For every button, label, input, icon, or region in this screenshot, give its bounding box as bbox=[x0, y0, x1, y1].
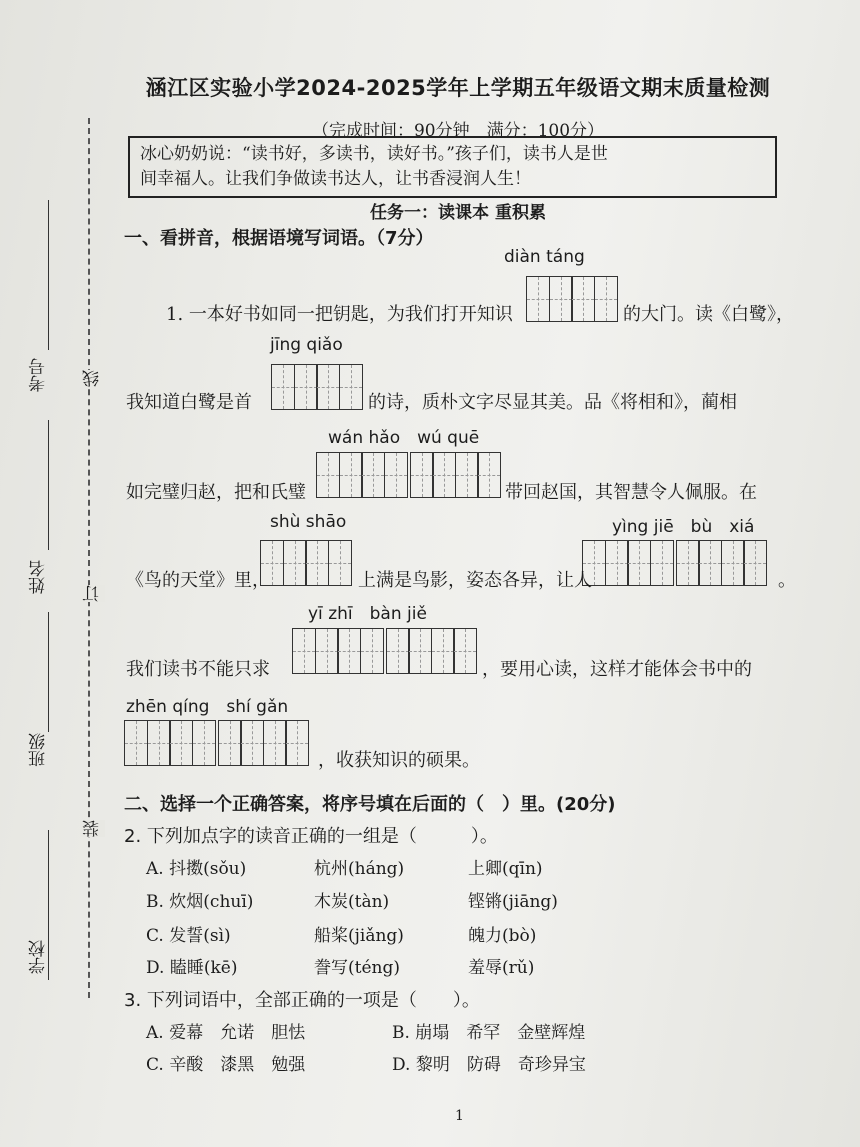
answer-cell[interactable] bbox=[263, 720, 287, 766]
answer-cell[interactable] bbox=[283, 540, 307, 586]
answer-cell[interactable] bbox=[453, 628, 477, 674]
q1-line-4c: 。 bbox=[778, 570, 796, 591]
q1-line-5a: 我们读书不能只求 bbox=[126, 659, 270, 680]
answer-cell[interactable] bbox=[676, 540, 700, 586]
answer-grid-2[interactable] bbox=[271, 364, 363, 410]
quote-box bbox=[128, 136, 777, 198]
q1-line-3b: 带回赵国，其智慧令人佩服。在 bbox=[505, 482, 757, 503]
school-blank bbox=[48, 830, 49, 980]
q3-option-d: D. 黎明 防碍 奇珍异宝 bbox=[392, 1055, 586, 1075]
answer-cell[interactable] bbox=[147, 720, 171, 766]
answer-cell[interactable] bbox=[549, 276, 573, 322]
q3-option-c: C. 辛酸 漆黑 勉强 bbox=[146, 1055, 306, 1075]
answer-cell[interactable] bbox=[271, 364, 295, 410]
task-heading: 任务一：读课本 重积累 bbox=[370, 203, 546, 223]
answer-grid-3[interactable] bbox=[316, 452, 501, 498]
q2-option-c-3: 魄力(bò) bbox=[468, 926, 537, 946]
answer-cell[interactable] bbox=[526, 276, 550, 322]
q1-line-4a: 《鸟的天堂》里， bbox=[126, 570, 270, 591]
q2-option-a: A. 抖擞(sǒu) bbox=[146, 859, 247, 879]
school-label: 学校 bbox=[29, 940, 49, 974]
answer-cell[interactable] bbox=[218, 720, 242, 766]
section-2-heading: 二、选择一个正确答案，将序号填在后面的（ ）里。(20分) bbox=[124, 794, 616, 815]
answer-cell[interactable] bbox=[361, 452, 385, 498]
pinyin-dian-tang: diàn táng bbox=[504, 247, 585, 267]
answer-cell[interactable] bbox=[305, 540, 329, 586]
answer-cell[interactable] bbox=[169, 720, 193, 766]
q2-option-a-3: 上卿(qīn) bbox=[468, 859, 543, 879]
q1-line-3a: 如完璧归赵，把和氏璧 bbox=[126, 482, 306, 503]
line-mark: 线 bbox=[80, 370, 105, 387]
pinyin-zhen-qing-shi-gan: zhēn qíng shí gǎn bbox=[126, 697, 289, 717]
q2-option-c: C. 发誓(sì) bbox=[146, 926, 231, 946]
ding-mark: 订 bbox=[80, 585, 105, 602]
q1-line-1a: 1. 一本好书如同一把钥匙，为我们打开知识 bbox=[166, 304, 513, 325]
answer-cell[interactable] bbox=[192, 720, 216, 766]
answer-cell[interactable] bbox=[408, 628, 432, 674]
answer-cell[interactable] bbox=[650, 540, 674, 586]
answer-cell[interactable] bbox=[294, 364, 318, 410]
binding-margin bbox=[0, 0, 115, 1147]
q2-option-b: B. 炊烟(chuī) bbox=[146, 892, 254, 912]
pinyin-yi-zhi-ban-jie: yī zhī bàn jiě bbox=[308, 604, 427, 624]
answer-cell[interactable] bbox=[743, 540, 767, 586]
q1-line-5b: ，要用心读，这样才能体会书中的 bbox=[482, 659, 752, 680]
exam-no-label: 考号 bbox=[29, 358, 49, 392]
answer-cell[interactable] bbox=[432, 452, 456, 498]
section-1-heading: 一、看拼音，根据语境写词语。（7分） bbox=[124, 228, 434, 249]
q3-option-b: B. 崩塌 希罕 金壁辉煌 bbox=[392, 1023, 586, 1043]
pinyin-ying-jie-bu-xia: yìng jiē bù xiá bbox=[612, 517, 755, 537]
answer-cell[interactable] bbox=[410, 452, 434, 498]
exam-title: 涵江区实验小学2024-2025学年上学期五年级语文期末质量检测 bbox=[145, 76, 771, 100]
q2-stem: 2. 下列加点字的读音正确的一组是（ ）。 bbox=[124, 826, 498, 847]
q2-option-b-2: 木炭(tàn) bbox=[314, 892, 390, 912]
answer-grid-4[interactable] bbox=[260, 540, 352, 586]
zhuang-mark: 装 bbox=[80, 820, 105, 837]
answer-cell[interactable] bbox=[431, 628, 455, 674]
q1-line-2b: 的诗，质朴文字尽显其美。品《将相和》，蔺相 bbox=[368, 392, 737, 413]
q1-line-4b: 上满是鸟影，姿态各异，让人 bbox=[358, 570, 592, 591]
answer-cell[interactable] bbox=[240, 720, 264, 766]
pinyin-shu-shao: shù shāo bbox=[270, 512, 347, 532]
answer-cell[interactable] bbox=[698, 540, 722, 586]
answer-cell[interactable] bbox=[315, 628, 339, 674]
q2-option-a-2: 杭州(háng) bbox=[314, 859, 405, 879]
answer-cell[interactable] bbox=[339, 364, 363, 410]
q1-line-1b: 的大门。读《白鹭》， bbox=[623, 304, 794, 325]
answer-cell[interactable] bbox=[721, 540, 745, 586]
q1-line-6b: ，收获知识的硕果。 bbox=[318, 750, 480, 771]
answer-grid-5[interactable] bbox=[582, 540, 767, 586]
answer-grid-6[interactable] bbox=[292, 628, 477, 674]
answer-grid-7[interactable] bbox=[124, 720, 309, 766]
answer-cell[interactable] bbox=[360, 628, 384, 674]
page-number: 1 bbox=[455, 1108, 464, 1124]
answer-cell[interactable] bbox=[386, 628, 410, 674]
answer-cell[interactable] bbox=[384, 452, 408, 498]
answer-cell[interactable] bbox=[455, 452, 479, 498]
class-blank bbox=[48, 612, 49, 732]
q2-option-d: D. 瞌睡(kē) bbox=[146, 958, 238, 978]
answer-grid-1[interactable] bbox=[526, 276, 618, 322]
exam-no-blank bbox=[48, 200, 49, 350]
quote-line-2: 间幸福人。让我们争做读书达人，让书香浸润人生！ bbox=[140, 169, 531, 189]
answer-cell[interactable] bbox=[328, 540, 352, 586]
answer-cell[interactable] bbox=[285, 720, 309, 766]
pinyin-jing-qiao: jīng qiǎo bbox=[270, 335, 343, 355]
answer-cell[interactable] bbox=[477, 452, 501, 498]
answer-cell[interactable] bbox=[316, 364, 340, 410]
q2-option-b-3: 铿锵(jiāng) bbox=[468, 892, 558, 912]
answer-cell[interactable] bbox=[627, 540, 651, 586]
answer-cell[interactable] bbox=[292, 628, 316, 674]
q3-option-a: A. 爱幕 允诺 胆怯 bbox=[146, 1023, 306, 1043]
answer-cell[interactable] bbox=[594, 276, 618, 322]
q3-stem: 3. 下列词语中，全部正确的一项是（ ）。 bbox=[124, 990, 480, 1011]
exam-subtitle: （完成时间：90分钟 满分：100分） bbox=[311, 121, 605, 141]
name-label: 姓名 bbox=[29, 560, 49, 594]
answer-cell[interactable] bbox=[605, 540, 629, 586]
answer-cell[interactable] bbox=[339, 452, 363, 498]
quote-line-1: 冰心奶奶说：“读书好，多读书，读好书。”孩子们，读书人是世 bbox=[140, 144, 608, 164]
answer-cell[interactable] bbox=[337, 628, 361, 674]
q2-option-c-2: 船桨(jiǎng) bbox=[314, 926, 404, 946]
answer-cell[interactable] bbox=[316, 452, 340, 498]
q2-option-d-3: 羞辱(rǔ) bbox=[468, 958, 535, 978]
name-blank bbox=[48, 420, 49, 550]
pinyin-wan-hao-wu-que: wán hǎo wú quē bbox=[328, 428, 480, 448]
answer-cell[interactable] bbox=[124, 720, 148, 766]
class-label: 班级 bbox=[29, 733, 49, 767]
q1-line-2a: 我知道白鹭是首 bbox=[126, 392, 252, 413]
binding-dashed-line bbox=[88, 118, 90, 998]
answer-cell[interactable] bbox=[571, 276, 595, 322]
q2-option-d-2: 誊写(téng) bbox=[314, 958, 400, 978]
